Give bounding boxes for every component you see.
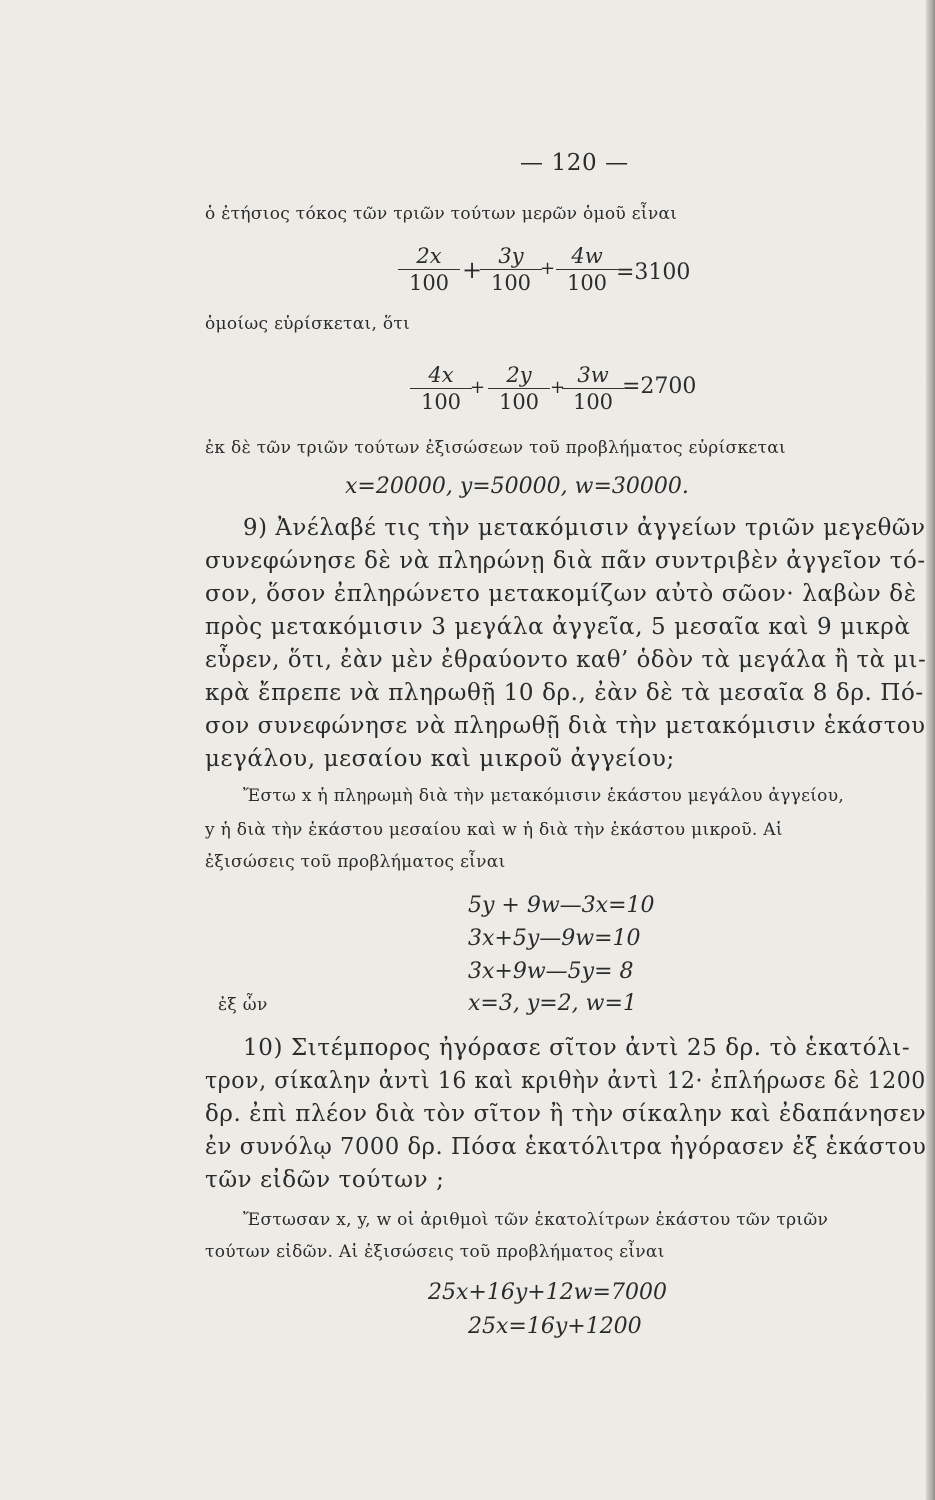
text-line: εὗρεν, ὅτι, ἐὰν μὲν ἐθραύοντο καθ’ ὁδὸν τὰ μεγάλα ἢ τὰ μι-	[205, 647, 927, 673]
equation-line: 3x+9w—5y= 8	[468, 959, 634, 984]
solution-line: x=3, y=2, w=1	[468, 991, 637, 1016]
equation-rhs: =2700	[622, 374, 697, 399]
text-line: ἐξισώσεις τοῦ προβλήματος εἶναι	[205, 852, 506, 872]
fraction: 4x 100	[410, 363, 472, 414]
plus-sign: +	[462, 256, 483, 284]
text-line: τούτων εἰδῶν. Αἱ ἐξισώσεις τοῦ προβλήματος εἶναι	[205, 1242, 665, 1262]
fraction: 3w 100	[562, 363, 624, 414]
text-line: ἐξ ὧν	[218, 995, 268, 1015]
text-line: τρον, σίκαλην ἀντὶ 16 καὶ κριθὴν ἀντὶ 12· ἐπλήρωσε δὲ 1200	[205, 1068, 926, 1094]
equation-line: 3x+5y—9w=10	[468, 926, 641, 951]
plus-sign: +	[540, 258, 556, 279]
text-line: κρὰ ἔπρεπε νὰ πληρωθῇ 10 δρ., ἐὰν δὲ τὰ μεσαῖα 8 δρ. Πό-	[205, 680, 924, 706]
equation-rhs: =3100	[616, 260, 691, 285]
text-line: μεγάλου, μεσαίου καὶ μικροῦ ἀγγείου;	[205, 746, 675, 772]
solution-line: x=20000, y=50000, w=30000.	[345, 474, 689, 499]
fraction: 4w 100	[556, 244, 618, 295]
plus-sign: +	[550, 377, 566, 398]
text-line: σον συνεφώνησε νὰ πληρωθῇ διὰ τὴν μετακόμισιν ἑκάστου	[205, 713, 926, 739]
page-number: — 120 —	[520, 150, 629, 176]
text-line: Ἔστω x ἡ πληρωμὴ διὰ τὴν μετακόμισιν ἑκάστου μεγάλου ἀγγείου,	[243, 786, 845, 806]
fraction: 2x 100	[398, 244, 460, 295]
text-line: τῶν εἰδῶν τούτων ;	[205, 1167, 445, 1193]
equation-line: 5y + 9w—3x=10	[468, 893, 655, 918]
text-line: συνεφώνησε δὲ νὰ πληρώνῃ διὰ πᾶν συντριβὲν ἀγγεῖον τό-	[205, 548, 926, 574]
text-line: y ἡ διὰ τὴν ἑκάστου μεσαίου καὶ w ἡ διὰ τὴν ἑκάστου μικροῦ. Αἱ	[205, 820, 783, 840]
text-line: ὁ ἐτήσιος τόκος τῶν τριῶν τούτων μερῶν ὁμοῦ εἶναι	[205, 204, 678, 224]
fraction: 3y 100	[480, 244, 542, 295]
text-line: δρ. ἐπὶ πλέον διὰ τὸν σῖτον ἢ τὴν σίκαλην καὶ ἐδαπάνησεν	[205, 1101, 927, 1127]
equation-line: 25x+16y+12w=7000	[428, 1280, 667, 1305]
text-line: 10) Σιτέμπορος ἠγόρασε σῖτον ἀντὶ 25 δρ. τὸ ἑκατόλι-	[243, 1035, 911, 1061]
text-line: ἐν συνόλῳ 7000 δρ. Πόσα ἑκατόλιτρα ἠγόρασεν ἐξ ἑκάστου	[205, 1134, 927, 1160]
plus-sign: +	[470, 377, 486, 398]
text-line: ἐκ δὲ τῶν τριῶν τούτων ἐξισώσεων τοῦ προβλήματος εὑρίσκεται	[205, 438, 786, 458]
fraction: 2y 100	[488, 363, 550, 414]
text-line: 9) Ἀνέλαβέ τις τὴν μετακόμισιν ἀγγείων τριῶν μεγεθῶν	[243, 515, 926, 541]
equation-line: 25x=16y+1200	[468, 1314, 642, 1339]
text-line: σον, ὅσον ἐπληρώνετο μετακομίζων αὐτὸ σῶον· λαβὼν δὲ	[205, 581, 917, 607]
text-line: πρὸς μετακόμισιν 3 μεγάλα ἀγγεῖα, 5 μεσαῖα καὶ 9 μικρὰ	[205, 614, 911, 640]
text-line: Ἔστωσαν x, y, w οἱ ἀριθμοὶ τῶν ἑκατολίτρων ἑκάστου τῶν τριῶν	[243, 1210, 829, 1230]
text-line: ὁμοίως εὑρίσκεται, ὅτι	[205, 314, 411, 334]
page-edge-shadow	[926, 0, 935, 1500]
